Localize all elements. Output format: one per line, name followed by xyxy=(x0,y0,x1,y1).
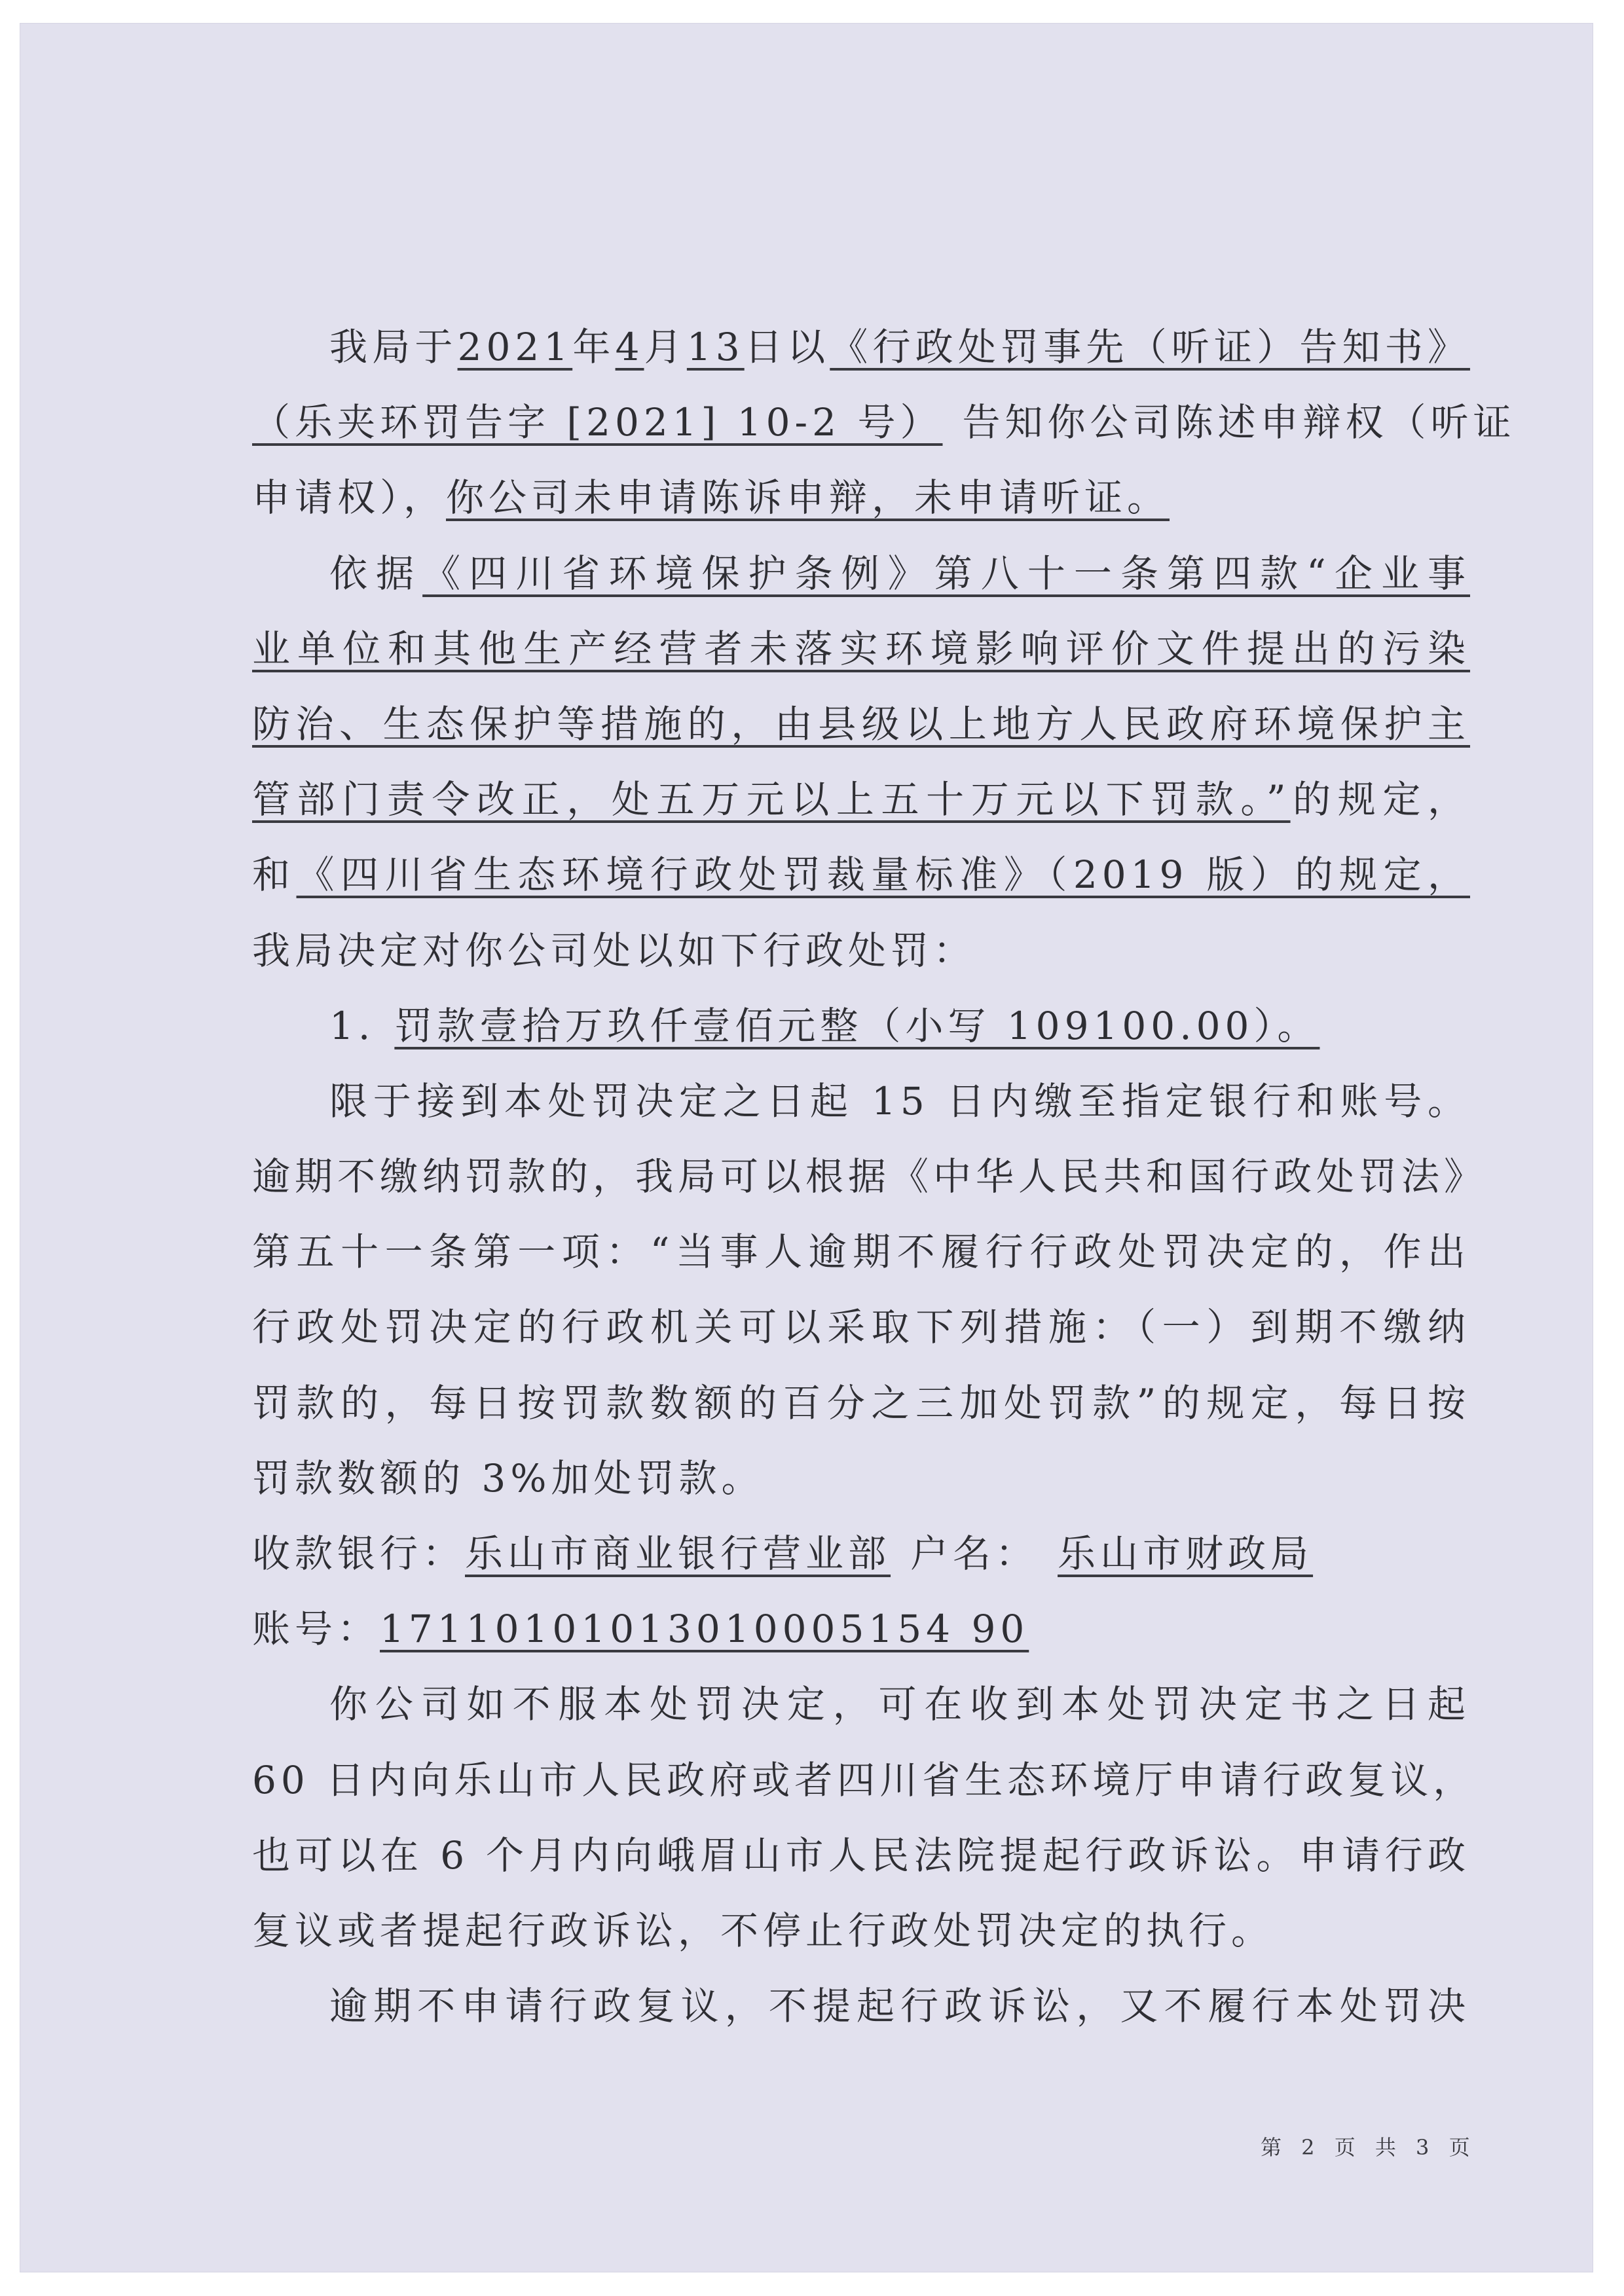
account-number: 17110101013010005154 90 xyxy=(380,1607,1029,1652)
text: 罚款数额的 3%加处罚款。 xyxy=(252,1455,764,1501)
regulation-citation: 《四川省环境保护条例》第八十一条第四款“企业事 xyxy=(422,551,1470,596)
standard-citation: 《四川省生态环境行政处罚裁量标准》（2019 版）的规定， xyxy=(296,852,1470,898)
page-number: 第 2 页 共 3 页 xyxy=(1261,2135,1477,2160)
text: 月 xyxy=(644,325,687,369)
paragraph-4-line-3 xyxy=(252,1818,1470,1893)
regulation-citation: 管部门责令改正，处五万元以上五十万元以下罚款。” xyxy=(252,777,1291,822)
text: 我局决定对你公司处以如下行政处罚： xyxy=(252,928,976,973)
text: 也可以在 6 个月内向峨眉山市人民法院提起行政诉讼。申请行政 xyxy=(252,1832,1470,1878)
paragraph-2-line-3 xyxy=(252,687,1470,762)
penalty-amount: 罚款壹拾万玖仟壹佰元整（小写 109100.00）。 xyxy=(394,1003,1320,1048)
text: 限于接到本处罚决定之日起 15 日内缴至指定银行和账号。 xyxy=(329,1078,1470,1123)
paragraph-3-line-3 xyxy=(252,1214,1470,1290)
payment-account-line xyxy=(252,1592,1470,1667)
paragraph-3-line-1 xyxy=(252,1064,1470,1139)
paragraph-2-line-1 xyxy=(252,536,1470,611)
text: 行政处罚决定的行政机关可以采取下列措施：（一）到期不缴纳 xyxy=(252,1305,1470,1350)
text: 罚款的，每日按罚款数额的百分之三加处罚款”的规定，每日按 xyxy=(252,1380,1470,1425)
notice-month: 4 xyxy=(615,325,644,369)
payment-bank-line xyxy=(252,1516,1470,1592)
regulation-citation: 业单位和其他生产经营者未落实环境影响评价文件提出的污染 xyxy=(252,626,1470,671)
document-page xyxy=(20,23,1593,2272)
item-number: 1. xyxy=(329,1003,375,1048)
account-name: 乐山市财政局 xyxy=(1058,1531,1314,1576)
paragraph-2-line-4 xyxy=(252,762,1470,837)
notice-year: 2021 xyxy=(457,325,573,369)
notice-title: 《行政处罚事先（听证）告知书》 xyxy=(830,325,1470,369)
penalty-item-1 xyxy=(252,989,1470,1064)
paragraph-3-line-5 xyxy=(252,1366,1470,1441)
text: 我局于 xyxy=(329,325,458,369)
regulation-citation: 防治、生态保护等措施的，由县级以上地方人民政府环境保护主 xyxy=(252,701,1470,746)
text: 申请权）， xyxy=(252,475,447,520)
paragraph-2-line-5 xyxy=(252,837,1470,913)
paragraph-2-line-2 xyxy=(252,611,1470,687)
paragraph-1-line-3 xyxy=(252,460,1470,536)
text: 日以 xyxy=(744,325,830,369)
text: 你公司如不服本处罚决定，可在收到本处罚决定书之日起 xyxy=(329,1682,1470,1727)
document-body xyxy=(252,310,1516,2044)
paragraph-3-line-2 xyxy=(252,1139,1487,1214)
response-statement: 你公司未申请陈诉申辩，未申请听证。 xyxy=(446,475,1170,520)
paragraph-5-line-1 xyxy=(252,1969,1470,2044)
account-number-label: 账号： xyxy=(252,1607,380,1652)
text: 第五十一条第一项：“当事人逾期不履行行政处罚决定的，作出 xyxy=(252,1230,1470,1275)
bank-label: 收款银行： xyxy=(252,1531,466,1576)
notice-doc-number: （乐夹环罚告字 [2021] 10-2 号） xyxy=(252,400,943,445)
text: 逾期不申请行政复议，不提起行政诉讼，又不履行本处罚决 xyxy=(329,1984,1470,2029)
notice-day: 13 xyxy=(686,325,745,369)
paragraph-1-line-2 xyxy=(252,385,1516,460)
paragraph-4-line-4 xyxy=(252,1893,1470,1969)
bank-name: 乐山市商业银行营业部 xyxy=(465,1531,891,1576)
paragraph-2-line-6 xyxy=(252,913,1470,989)
text: 年 xyxy=(572,325,616,369)
paragraph-4-line-2 xyxy=(252,1743,1476,1818)
text: 和 xyxy=(252,852,297,898)
text: 依据 xyxy=(329,551,423,596)
text: 的规定， xyxy=(1290,777,1470,822)
paragraph-4-line-1 xyxy=(252,1667,1470,1742)
paragraph-1-line-1 xyxy=(252,310,1470,385)
text: 告知你公司陈述申辩权（听证 xyxy=(962,400,1516,445)
text: 复议或者提起行政诉讼，不停止行政处罚决定的执行。 xyxy=(252,1908,1274,1953)
text: 逾期不缴纳罚款的，我局可以根据《中华人民共和国行政处罚法》 xyxy=(252,1154,1487,1199)
paragraph-3-line-6 xyxy=(252,1441,1470,1516)
text: 60 日内向乐山市人民政府或者四川省生态环境厅申请行政复议， xyxy=(252,1757,1476,1802)
account-name-label: 户名： xyxy=(910,1531,1039,1576)
paragraph-3-line-4 xyxy=(252,1290,1470,1365)
